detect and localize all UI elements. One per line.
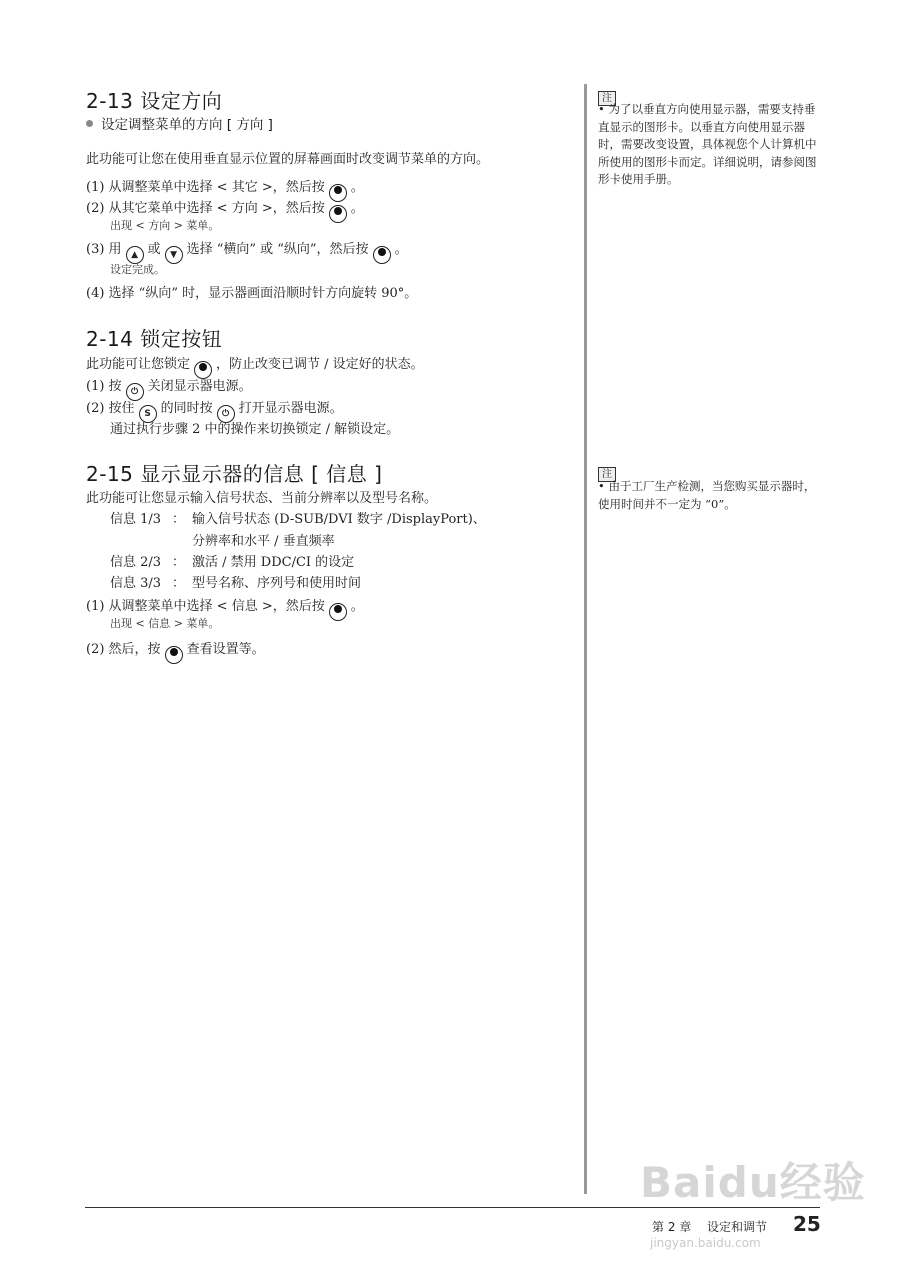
step-text: 的同时按 (160, 401, 213, 416)
step-2-13-3: (3) 用 ▲ 或 ▼ 选择 “横向” 或 “纵向”，然后按 。 (86, 238, 408, 264)
info-text: 型号名称、序列号和使用时间 (192, 576, 362, 591)
info-sep: ： (172, 576, 186, 591)
footer-chapter: 第 2 章 (652, 1220, 692, 1234)
step-2-13-2: (2) 从其它菜单中选择 < 方向 >，然后按 。 (86, 197, 364, 223)
step-text: 打开显示器电源。 (238, 401, 343, 416)
step-text: (2) 按住 (86, 401, 135, 416)
page-number: 25 (793, 1212, 821, 1236)
section-2-15-title: 2-15 显示显示器的信息 [ 信息 ] (86, 462, 383, 486)
info-label: 信息 2/3 (110, 555, 162, 570)
step-text: (3) 用 (86, 242, 122, 257)
watermark-url: jingyan.baidu.com (650, 1236, 761, 1250)
step-2-13-1: (1) 从调整菜单中选择 < 其它 >，然后按 。 (86, 176, 364, 202)
column-divider (584, 84, 587, 1194)
info-label: 信息 1/3 (110, 512, 162, 527)
info-row (110, 551, 354, 570)
s-button-icon: S (139, 405, 157, 423)
info-sep: ： (172, 512, 186, 527)
info-sep: ： (172, 555, 186, 570)
subtitle-text: 设定调整菜单的方向 [ 方向 ] (101, 117, 273, 133)
note-tag-label: 注 (598, 91, 616, 106)
step-text: (1) 按 (86, 379, 122, 394)
step-text: 查看设置等。 (186, 642, 265, 657)
info-label: 信息 3/3 (110, 576, 162, 591)
up-arrow-button-icon: ▲ (126, 246, 144, 264)
info-text: 输入信号状态 (D-SUB/DVI 数字 /DisplayPort)、 (192, 512, 486, 527)
intro-text: 此功能可让您锁定 (86, 357, 191, 372)
step-text: 关闭显示器电源。 (147, 379, 252, 394)
step-text: (1) 从调整菜单中选择 < 其它 >，然后按 (86, 180, 325, 195)
step-2-15-1-note: 出现 < 信息 > 菜单。 (110, 617, 220, 630)
info-row (110, 572, 361, 591)
footer-section: 设定和调节 (707, 1220, 768, 1234)
down-arrow-button-icon: ▼ (165, 246, 183, 264)
info-row (110, 508, 486, 527)
footer-rule (85, 1207, 820, 1208)
note-text: • 由于工厂生产检测，当您购买显示器时，使用时间并不一定为 “0”。 (598, 479, 816, 511)
section-2-13-subtitle (86, 113, 273, 133)
step-2-15-1: (1) 从调整菜单中选择 < 信息 >，然后按 。 (86, 595, 364, 621)
note-text: • 为了以垂直方向使用显示器，需要支持垂直显示的图形卡。以垂直方向使用显示器时，需要改变设置，具体视您个人计算机中所使用的图形卡而定。详细说明，请参阅图形卡使用手册。 (598, 102, 817, 186)
bullet-icon (86, 120, 93, 127)
section-2-14-title: 2-14 锁定按钮 (86, 327, 223, 351)
section-2-13-intro: 此功能可让您在使用垂直显示位置的屏幕画面时改变调节菜单的方向。 (86, 152, 490, 167)
power-button-icon: ⏻ (217, 405, 235, 423)
step-2-13-3-note: 设定完成。 (110, 263, 165, 276)
step-text: 或 (147, 242, 161, 257)
step-2-15-2 (86, 638, 265, 664)
baidu-watermark: Baidu经验 (640, 1158, 866, 1207)
section-2-13-title: 2-13 设定方向 (86, 89, 223, 113)
enter-button-icon (329, 603, 347, 621)
step-2-13-4: (4) 选择 “纵向” 时，显示器画面沿顺时针方向旋转 90°。 (86, 286, 418, 301)
enter-button-icon (165, 646, 183, 664)
info-row (110, 530, 335, 549)
step-2-14-2-note: 通过执行步骤 2 中的操作来切换锁定 / 解锁设定。 (110, 422, 400, 437)
note-tag-label: 注 (598, 467, 616, 482)
step-text: 选择 “横向” 或 “纵向”，然后按 (186, 242, 369, 257)
step-text: (2) 从其它菜单中选择 < 方向 >，然后按 (86, 201, 325, 216)
step-2-13-2-note: 出现 < 方向 > 菜单。 (110, 219, 220, 232)
info-text: 激活 / 禁用 DDC/CI 的设定 (192, 555, 355, 570)
power-button-icon: ⏻ (126, 383, 144, 401)
intro-text: ，防止改变已调节 / 设定好的状态。 (216, 357, 424, 372)
step-text: (2) 然后，按 (86, 642, 161, 657)
section-2-15-intro: 此功能可让您显示输入信号状态、当前分辨率以及型号名称。 (86, 491, 438, 506)
step-text: (1) 从调整菜单中选择 < 信息 >，然后按 (86, 599, 325, 614)
enter-button-icon (329, 205, 347, 223)
info-text: 分辨率和水平 / 垂直频率 (192, 534, 335, 549)
enter-button-icon (373, 246, 391, 264)
